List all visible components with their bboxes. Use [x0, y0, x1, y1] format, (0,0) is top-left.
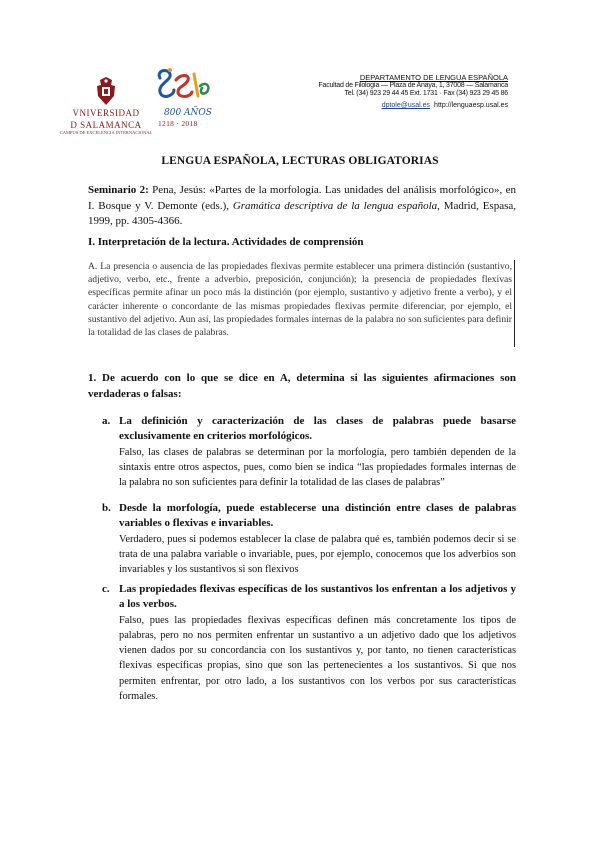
university-tagline: CAMPUS DE EXCELENCIA INTERNACIONAL	[59, 130, 153, 135]
department-links	[318, 102, 508, 110]
department-title: DEPARTAMENTO DE LENGUA ESPAÑOLA	[359, 73, 508, 82]
item-answer: Falso, las clases de palabras se determinan por la morfología, pero también dependen de la sintaxis entre otros aspectos, pues, como bien se indica “las propiedades formales internas de la palabra no son suficientes para definir la totalidad de las clases de palabras”	[119, 446, 516, 489]
department-web[interactable]: http://lenguaesp.usal.es	[434, 102, 508, 109]
department-info	[318, 74, 508, 110]
seminar-text-before: Pena, Jesús: «Partes de la morfología. Las unidades del análisis morfológico», en I. Bosque y V. Demonte (eds.),	[88, 184, 516, 212]
university-name-line2: D SALAMANCA	[70, 120, 142, 130]
anniversary-anos: 800 AÑOS	[164, 108, 212, 118]
item-answer: Falso, pues las propiedades flexivas específicas definen más concretamente los tipos de palabras, pero no nos permiten enfrentar un sustantivo a un adjetivo dado que los adjetivos vienen dados por su concordancia con los sustantivos y, por tanto, no tienen características flexivas específicas propias, sino que son las pertenecientes a los sustantivos. Si que nos permiten enfrentar, por otro lado, a los sustantivos con los verbos por sus características formales.	[119, 614, 516, 702]
item-statement: La definición y caracterización de las clases de palabras puede basarse exclusivamente en criterios morfológicos.	[119, 415, 516, 443]
item-letter: b.	[102, 502, 111, 514]
section-heading: I. Interpretación de la lectura. Actividades de comprensión	[88, 236, 364, 248]
item-letter: c.	[102, 583, 110, 595]
department-phone: Tel. (34) 923 29 44 45 Ext. 1731 · Fax (34) 923 29 45 86	[344, 90, 508, 97]
list-item	[102, 582, 516, 704]
list-item	[102, 414, 516, 490]
department-email-link[interactable]: dptole@usal.es	[381, 102, 431, 109]
item-statement: Desde la morfología, puede establecerse una distinción entre clases de palabras variables o flexivas e invariables.	[119, 502, 516, 530]
list-item	[102, 501, 516, 577]
seminar-label: Seminario 2:	[88, 184, 149, 196]
item-statement: Las propiedades flexivas específicas de los sustantivos los enfrentan a los adjetivos y a los verbos.	[119, 583, 516, 611]
anniversary-logo	[150, 66, 216, 132]
university-crest-icon	[91, 76, 121, 106]
university-name-line1: VNIVERSIDAD	[72, 108, 140, 118]
seminar-book-title: Gramática descriptiva de la lengua española	[232, 199, 438, 212]
seminar-text-after: , Madrid, Espasa, 1999, pp. 4305-4366.	[88, 199, 516, 227]
anniversary-years: 1218 · 2018	[158, 119, 198, 128]
item-letter: a.	[102, 415, 111, 427]
document-title: LENGUA ESPAÑOLA, LECTURAS OBLIGATORIAS	[161, 155, 439, 167]
university-logo	[59, 76, 153, 136]
seminar-reference	[88, 183, 516, 230]
department-address: Facultad de Filología — Plaza de Anaya, 1, 37008 — Salamanca	[318, 82, 508, 89]
quote-passage: A. La presencia o ausencia de las propiedades flexivas permite establecer una primera distinción (sustantivo, adjetivo, verbo, etc., frente a adverbio, preposición, conjunción); la presencia de propiedades flexivas específicas permite afinar un poco más la distinción (por ejemplo, sustantivo y adjetivo frente a verbo), y el carácter inherente o concordante de las mismas propiedades flexivas permite diferenciar, por ejemplo, el sustantivo del adjetivo. Aun así, las propiedades formales internas de la palabra no son suficientes para definir la totalidad de las clases de palabras.	[88, 260, 515, 347]
usal-800-icon	[150, 66, 216, 112]
item-answer: Verdadero, pues si podemos establecer la clase de palabra qué es, también podemos decir si se trata de una palabra variable o invariable, pues, por ejemplo, conocemos que los adverbios son invariables y los sustantivos si son flexivos	[119, 533, 516, 576]
question-1: 1. De acuerdo con lo que se dice en A, determina si las siguientes afirmaciones son verdaderas o falsas:	[88, 372, 516, 400]
